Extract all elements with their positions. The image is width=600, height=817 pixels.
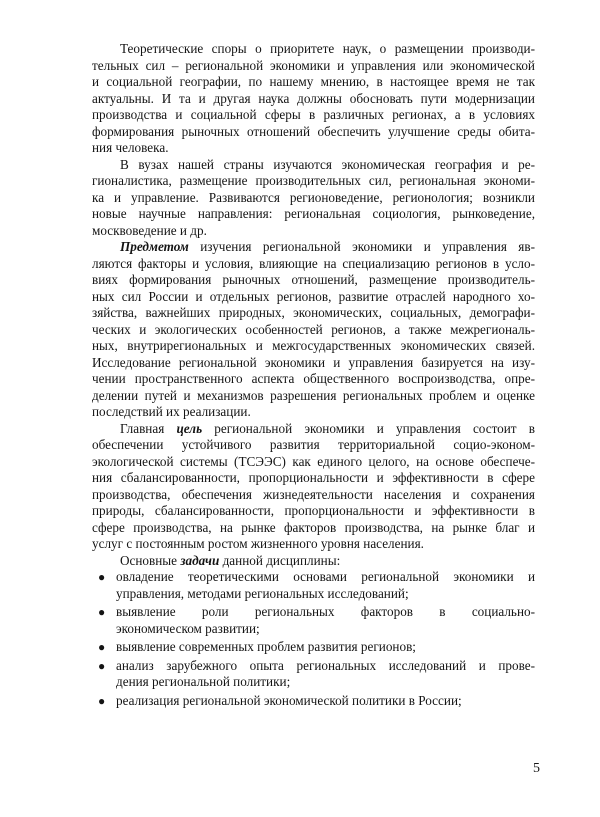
page-body — [92, 41, 535, 711]
paragraph-line: и социальной географии, по нашему мнению, в настоящее время не так — [92, 74, 535, 89]
paragraph-line: ных, внутрирегиональных и межгосударственных экономических связей. — [92, 338, 535, 353]
tasks-intro-rest: данной дисциплины: — [219, 552, 341, 568]
paragraph-line: москвоведение и др. — [92, 222, 207, 238]
task-line: управления, методами региональных исследований; — [116, 585, 409, 601]
tasks-intro — [92, 553, 535, 570]
paragraph-line: природы, сбалансированности, пропорциональности и эффективности в — [92, 503, 535, 518]
paragraph-line — [92, 421, 535, 438]
paragraph-line: ка и управление. Развиваются регионоведение, регионология; возникли — [92, 189, 535, 205]
paragraph-line: ных сил России и отдельных регионов, развитие отраслей народного хо- — [92, 288, 535, 304]
paragraph-line: новые научные направления: региональная социология, рынковедение, — [92, 206, 535, 221]
task-line: овладение теоретическими основами региональной экономики и — [116, 569, 535, 584]
task-item — [92, 604, 535, 637]
paragraph-line: Теоретические споры о приоритете наук, о размещении производи- — [120, 41, 535, 56]
paragraph-line: ляются факторы и условия, влияющие на специализацию регионов в усло- — [92, 255, 535, 271]
paragraph-line: экологической системы (ТСЭЭС) как единого целого, на основе обеспече- — [92, 453, 535, 469]
paragraph-line: ческих и экологических особенностей регионов, а также межрегиональ- — [92, 321, 535, 337]
paragraph-2 — [92, 157, 535, 240]
task-line: экономическом развитии; — [116, 620, 260, 636]
paragraph-line-rest: изучения региональной экономики и управления яв- — [188, 239, 535, 254]
paragraph-1 — [92, 41, 535, 157]
paragraph-line: тельных сил – региональной экономики и управления или экономической — [92, 57, 535, 73]
paragraph-line: виях формирования рыночных отношений, размещение производитель- — [92, 272, 535, 287]
paragraph-line: чении пространственного аспекта общественного воспроизводства, опре- — [92, 371, 535, 386]
bullet-icon: ● — [98, 570, 106, 584]
task-line: выявление современных проблем развития регионов; — [116, 639, 416, 654]
task-item — [92, 639, 535, 656]
emphasis-tasks: задачи — [180, 552, 220, 568]
paragraph-line: формирования рыночных отношений обеспечить улучшение среды обита- — [92, 123, 535, 139]
task-line: выявление роли региональных факторов в социально- — [116, 604, 535, 619]
paragraph-line: сфере производства, на рынке факторов производства, на рынке благ и — [92, 519, 535, 535]
task-item — [92, 569, 535, 602]
bullet-icon: ● — [98, 658, 106, 673]
paragraph-goal — [92, 421, 535, 553]
paragraph-line: последствий их реализации. — [92, 404, 251, 419]
task-item — [92, 658, 535, 691]
paragraph-line: производства и социальной сферы в различных регионах, а в условиях — [92, 107, 535, 122]
paragraph-line: делении путей и механизмов разрешения региональных проблем и оценке — [92, 387, 535, 403]
emphasis-goal: цель — [176, 420, 203, 436]
tasks-intro-start: Основные — [120, 552, 181, 568]
bullet-icon: ● — [98, 640, 106, 654]
paragraph-line: В вузах нашей страны изучаются экономическая география и ре- — [120, 156, 535, 172]
task-line: анализ зарубежного опыта региональных исследований и прове- — [116, 657, 535, 673]
paragraph-line: зяйства, важнейших природных, экономических, социальных, демографи- — [92, 305, 535, 320]
bullet-icon: ● — [98, 605, 106, 619]
paragraph-line: гионалистика, размещение производительных сил, региональная экономи- — [92, 173, 535, 188]
paragraph-line-rest: региональной экономики и управления состоит в — [202, 420, 535, 436]
task-item — [92, 693, 535, 710]
tasks-list — [92, 569, 535, 709]
tasks-intro-line — [92, 553, 535, 570]
paragraph-line: Исследование региональной экономики и управления базируется на изу- — [92, 354, 535, 370]
emphasis-subject: Предметом — [120, 239, 189, 254]
paragraph-line: обеспечении устойчивого развития территориальной социо-эконом- — [92, 437, 535, 452]
task-line: дения региональной политики; — [116, 674, 291, 689]
paragraph-line-start: Главная — [120, 420, 177, 436]
page-number: 5 — [533, 761, 540, 776]
paragraph-line: производства, обеспечения жизнедеятельности населения и сохранения — [92, 486, 535, 502]
paragraph-line — [92, 239, 535, 256]
bullet-icon: ● — [98, 693, 106, 708]
paragraph-line: ния человека. — [92, 140, 169, 155]
paragraph-subject — [92, 239, 535, 421]
task-line: реализация региональной экономической политики в России; — [116, 692, 462, 708]
paragraph-line: актуальны. И та и другая наука должны обосновать пути модернизации — [92, 90, 535, 106]
paragraph-line: услуг с постоянным ростом жизненного уровня населения. — [92, 536, 424, 551]
paragraph-line: ния сбалансированности, пропорциональности и эффективности в сфере — [92, 470, 535, 485]
